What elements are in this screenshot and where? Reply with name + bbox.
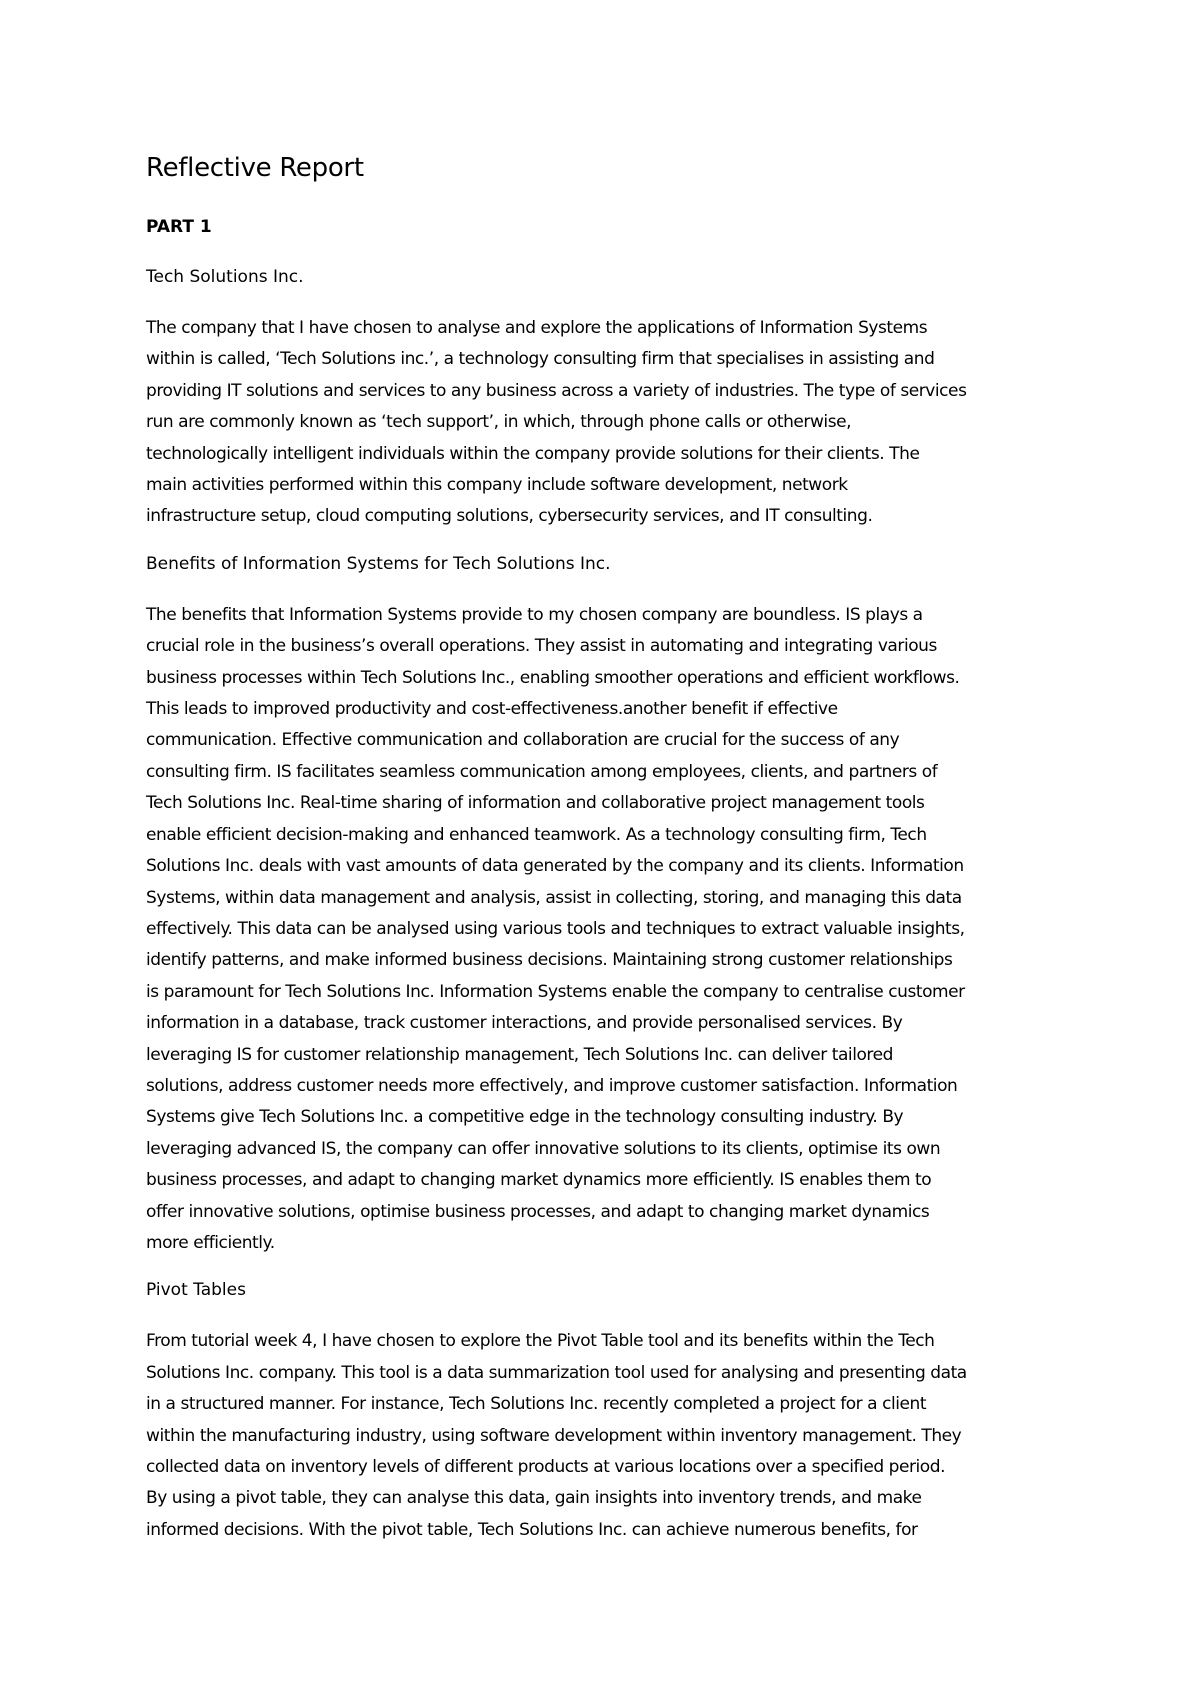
text-line: informed decisions. With the pivot table, Tech Solutions Inc. can achieve numerous benefits, for — [146, 1519, 918, 1540]
section-heading-benefits: Benefits of Information Systems for Tech Solutions Inc. — [146, 553, 611, 574]
text-line: This leads to improved productivity and cost-effectiveness.another benefit if effective — [146, 699, 838, 720]
document-title: Reflective Report — [146, 153, 364, 183]
text-line: business processes within Tech Solutions Inc., enabling smoother operations and efficient workflows. — [146, 667, 960, 688]
text-line: run are commonly known as ‘tech support’, in which, through phone calls or otherwise, — [146, 412, 852, 433]
text-line: solutions, address customer needs more effectively, and improve customer satisfaction. Information — [146, 1075, 958, 1096]
text-line: Systems, within data management and analysis, assist in collecting, storing, and managing this data — [146, 887, 962, 908]
text-line: Solutions Inc. company. This tool is a data summarization tool used for analysing and presenting data — [146, 1362, 967, 1383]
paragraph-pivot-tables — [146, 1326, 1058, 1546]
part-label: PART 1 — [146, 217, 212, 237]
text-line: in a structured manner. For instance, Tech Solutions Inc. recently completed a project for a client — [146, 1394, 927, 1415]
paragraph-benefits — [146, 600, 1058, 1260]
text-line: identify patterns, and make informed business decisions. Maintaining strong customer relationships — [146, 950, 953, 971]
text-line: enable efficient decision-making and enhanced teamwork. As a technology consulting firm, Tech — [146, 824, 927, 845]
text-line: leveraging IS for customer relationship management, Tech Solutions Inc. can deliver tailored — [146, 1044, 893, 1065]
text-line: By using a pivot table, they can analyse this data, gain insights into inventory trends, and make — [146, 1488, 922, 1509]
section-heading-company: Tech Solutions Inc. — [146, 267, 304, 287]
text-line: effectively. This data can be analysed using various tools and techniques to extract valuable insights, — [146, 918, 965, 939]
text-line: leveraging advanced IS, the company can offer innovative solutions to its clients, optimise its own — [146, 1138, 941, 1159]
text-line: The benefits that Information Systems provide to my chosen company are boundless. IS plays a — [146, 604, 923, 625]
section-heading-pivot-tables: Pivot Tables — [146, 1280, 246, 1301]
text-line: communication. Effective communication and collaboration are crucial for the success of any — [146, 730, 900, 751]
text-line: business processes, and adapt to changing market dynamics more efficiently. IS enables them to — [146, 1170, 932, 1191]
text-line: infrastructure setup, cloud computing solutions, cybersecurity services, and IT consulting. — [146, 506, 873, 527]
text-line: within is called, ‘Tech Solutions inc.’, a technology consulting firm that specialises in assisting and — [146, 349, 935, 370]
text-line: crucial role in the business’s overall operations. They assist in automating and integrating various — [146, 636, 937, 657]
text-line: is paramount for Tech Solutions Inc. Information Systems enable the company to centralise customer — [146, 981, 965, 1002]
text-line: providing IT solutions and services to any business across a variety of industries. The type of services — [146, 380, 967, 401]
text-line: within the manufacturing industry, using software development within inventory management. They — [146, 1425, 962, 1446]
text-line: technologically intelligent individuals within the company provide solutions for their clients. The — [146, 443, 920, 464]
text-line: more efficiently. — [146, 1232, 275, 1253]
text-line: Tech Solutions Inc. Real-time sharing of information and collaborative project management tools — [146, 793, 925, 814]
text-line: collected data on inventory levels of different products at various locations over a specified period. — [146, 1457, 946, 1477]
text-line: Systems give Tech Solutions Inc. a competitive edge in the technology consulting industry. By — [146, 1107, 904, 1128]
text-line: information in a database, track customer interactions, and provide personalised services. By — [146, 1013, 903, 1034]
text-line: The company that I have chosen to analyse and explore the applications of Information Systems — [146, 318, 928, 338]
document-body — [146, 150, 1058, 1565]
paragraph-company-overview — [146, 313, 1058, 533]
text-line: Solutions Inc. deals with vast amounts of data generated by the company and its clients. Information — [146, 856, 964, 877]
text-line: offer innovative solutions, optimise business processes, and adapt to changing market dynamics — [146, 1201, 930, 1222]
text-line: consulting firm. IS facilitates seamless communication among employees, clients, and partners of — [146, 761, 938, 782]
text-line: From tutorial week 4, I have chosen to explore the Pivot Table tool and its benefits within the Tech — [146, 1331, 935, 1352]
text-line: main activities performed within this company include software development, network — [146, 475, 848, 496]
